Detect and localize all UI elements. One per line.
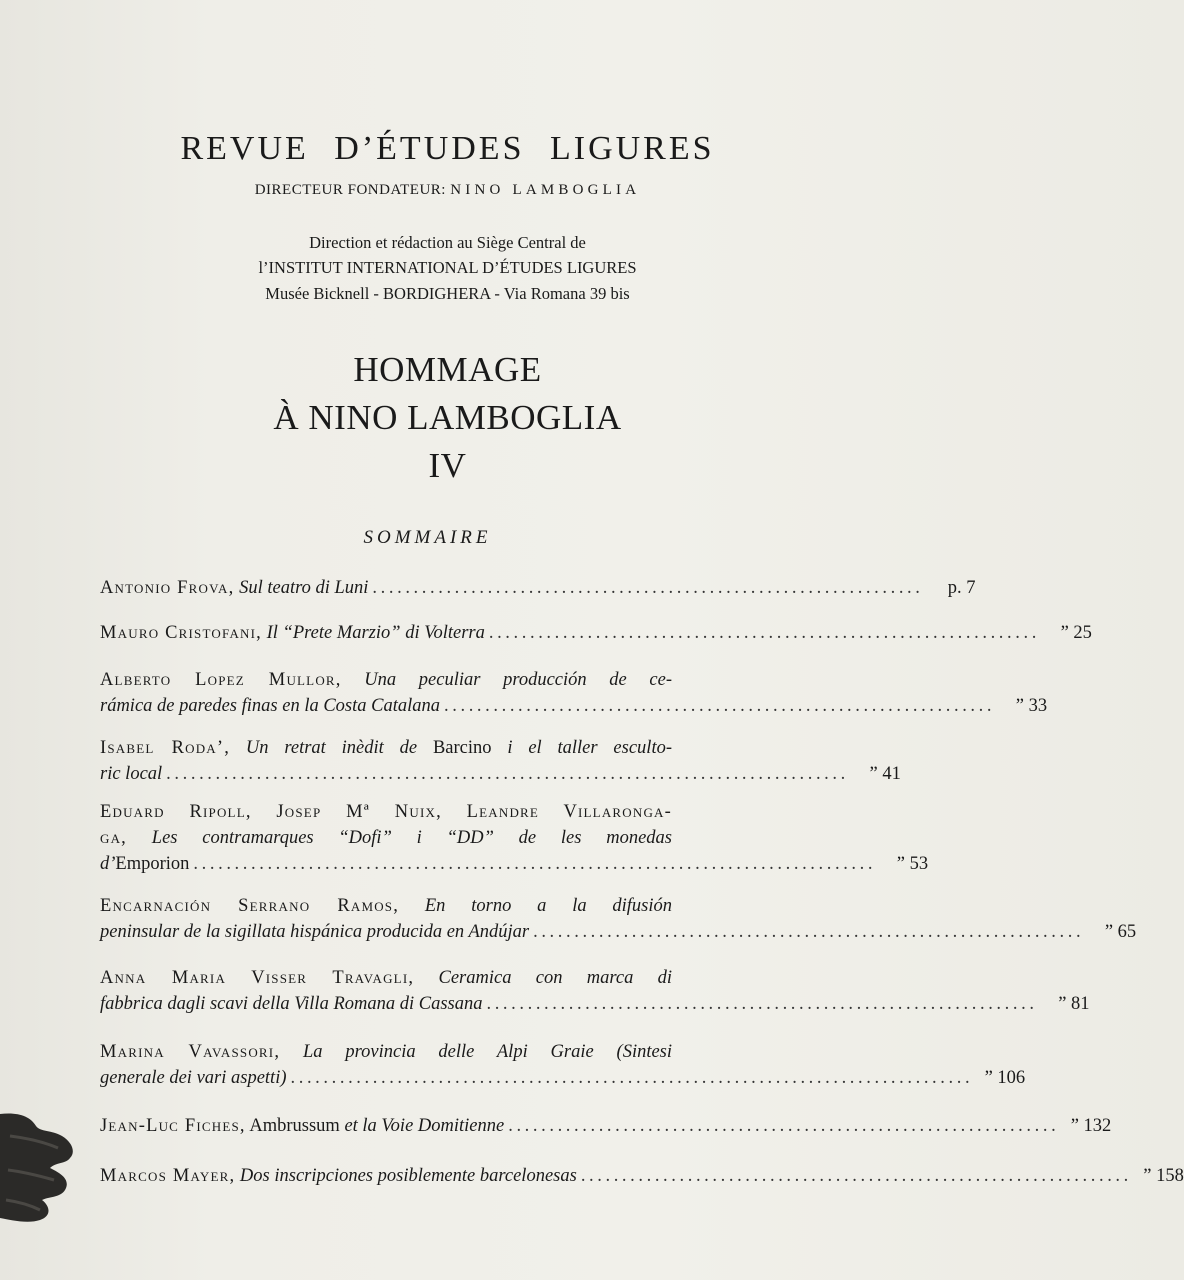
entry-author: Jean-Luc Fiches, [100, 1116, 246, 1136]
entry-page: ” 65 [1104, 922, 1137, 942]
entry-title-place: Emporion [115, 854, 190, 874]
entry-title-rest: i el taller esculto- [507, 738, 672, 758]
toc-entry[interactable] [100, 896, 1137, 948]
entry-author: Eduard Ripoll, Josep Mª Nuix, Leandre Villaronga- [100, 802, 672, 822]
entry-page: ” 81 [1058, 994, 1090, 1014]
toc-entry[interactable] [100, 670, 1048, 722]
entry-page: ” 33 [1015, 696, 1048, 716]
entry-title-prefix: d’ [100, 854, 116, 874]
entry-page: p. 7 [947, 578, 976, 598]
entry-title: En torno a la difusión [424, 896, 673, 916]
entry-page: ” 41 [869, 764, 901, 784]
entry-author: Encarnación Serrano Ramos, [100, 896, 400, 916]
entry-title: Il “Prete Marzio” di [266, 623, 420, 643]
leader-dots: ................................................................................... [166, 764, 849, 784]
entry-title: La provincia delle Alpi Graie (Sintesi [303, 1042, 673, 1062]
entry-author: Marcos Mayer, [100, 1166, 236, 1186]
leader-dots: ................................................................... [508, 1116, 1060, 1136]
entry-title-cont: fabbrica dagli scavi della Villa Romana di Cassana [100, 994, 483, 1014]
entry-title: Ceramica con marca di [438, 968, 673, 988]
leader-dots: ................................................................... [444, 696, 996, 716]
volume-title-line-1: HOMMAGE [353, 350, 542, 389]
volume-title-line-2: À NINO LAMBOGLIA [273, 398, 622, 437]
entry-title: et la Voie Domitienne [344, 1116, 505, 1136]
leader-dots: ................................................................... [488, 623, 1040, 643]
leader-dots: ................................................................... [486, 994, 1038, 1014]
toc-entry[interactable] [100, 578, 976, 604]
entry-author-cont: ga, [100, 828, 128, 848]
entry-title-cont: rámica de paredes finas en la Costa Catalana [100, 696, 441, 716]
leader-dots: ................................................................................... [193, 854, 877, 874]
journal-title: REVUE D’ÉTUDES LIGURES [180, 130, 715, 167]
toc-entry[interactable] [100, 738, 901, 790]
entry-title: Una peculiar producción de ce- [364, 670, 672, 690]
address-line-1: Direction et rédaction au Siège Central de [309, 233, 586, 252]
leader-dots: ................................................................... [372, 578, 924, 598]
toc-entry[interactable] [100, 1166, 1184, 1192]
entry-page: ” 132 [1070, 1116, 1112, 1136]
entry-page: ” 106 [984, 1068, 1026, 1088]
contents-heading: SOMMAIRE [363, 527, 492, 548]
entry-author: Anna Maria Visser Travagli, [100, 968, 415, 988]
address-line-2: l’INSTITUT INTERNATIONAL D’ÉTUDES LIGURES [258, 258, 637, 277]
founder-name: NINO LAMBOGLIA [450, 182, 641, 198]
page-holder-object [0, 1108, 80, 1223]
founder-line [20, 182, 875, 199]
entry-title-cont: generale dei vari aspetti) [100, 1068, 287, 1088]
entry-title-cont: ric local [100, 764, 163, 784]
entry-page: ” 25 [1060, 623, 1092, 643]
entry-title: Un retrat inèdit de [245, 738, 418, 758]
leader-dots: ................................................................... [580, 1166, 1132, 1186]
entry-title-place: Barcino [432, 738, 492, 758]
entry-title: Les contramarques “Dofi” i “DD” de les monedas [151, 828, 672, 848]
entry-page: ” 53 [896, 854, 929, 874]
toc-entry[interactable] [100, 1116, 1112, 1142]
toc-entry[interactable] [100, 802, 929, 880]
toc-entry[interactable] [100, 623, 1092, 649]
toc-entry[interactable] [100, 968, 1090, 1020]
address-line-3: Musée Bicknell - BORDIGHERA - Via Romana 39 bis [265, 284, 630, 303]
entry-title-place: Volterra [424, 623, 485, 643]
entry-title: Dos inscripciones posiblemente barcelonesas [239, 1166, 577, 1186]
entry-title-place: Ambrussum [249, 1116, 340, 1136]
entry-author: Marina Vavassori, [100, 1042, 281, 1062]
entry-author: Mauro Cristofani, [100, 623, 262, 643]
founder-label: DIRECTEUR FONDATEUR: [254, 182, 446, 198]
leader-dots: ................................................................... [533, 922, 1085, 942]
volume-number: IV [428, 446, 467, 485]
toc-entry[interactable] [100, 1042, 1026, 1094]
entry-title-cont: peninsular de la sigillata hispánica producida en Andújar [100, 922, 530, 942]
leader-dots: ................................................................................... [290, 1068, 974, 1088]
entry-author: Alberto Lopez Mullor, [100, 670, 342, 690]
entry-title: Sul teatro di Luni [239, 578, 369, 598]
entry-page: ” 158 [1143, 1166, 1184, 1186]
entry-author: Isabel Roda’, [100, 738, 231, 758]
entry-author: Antonio Frova, [100, 578, 235, 598]
